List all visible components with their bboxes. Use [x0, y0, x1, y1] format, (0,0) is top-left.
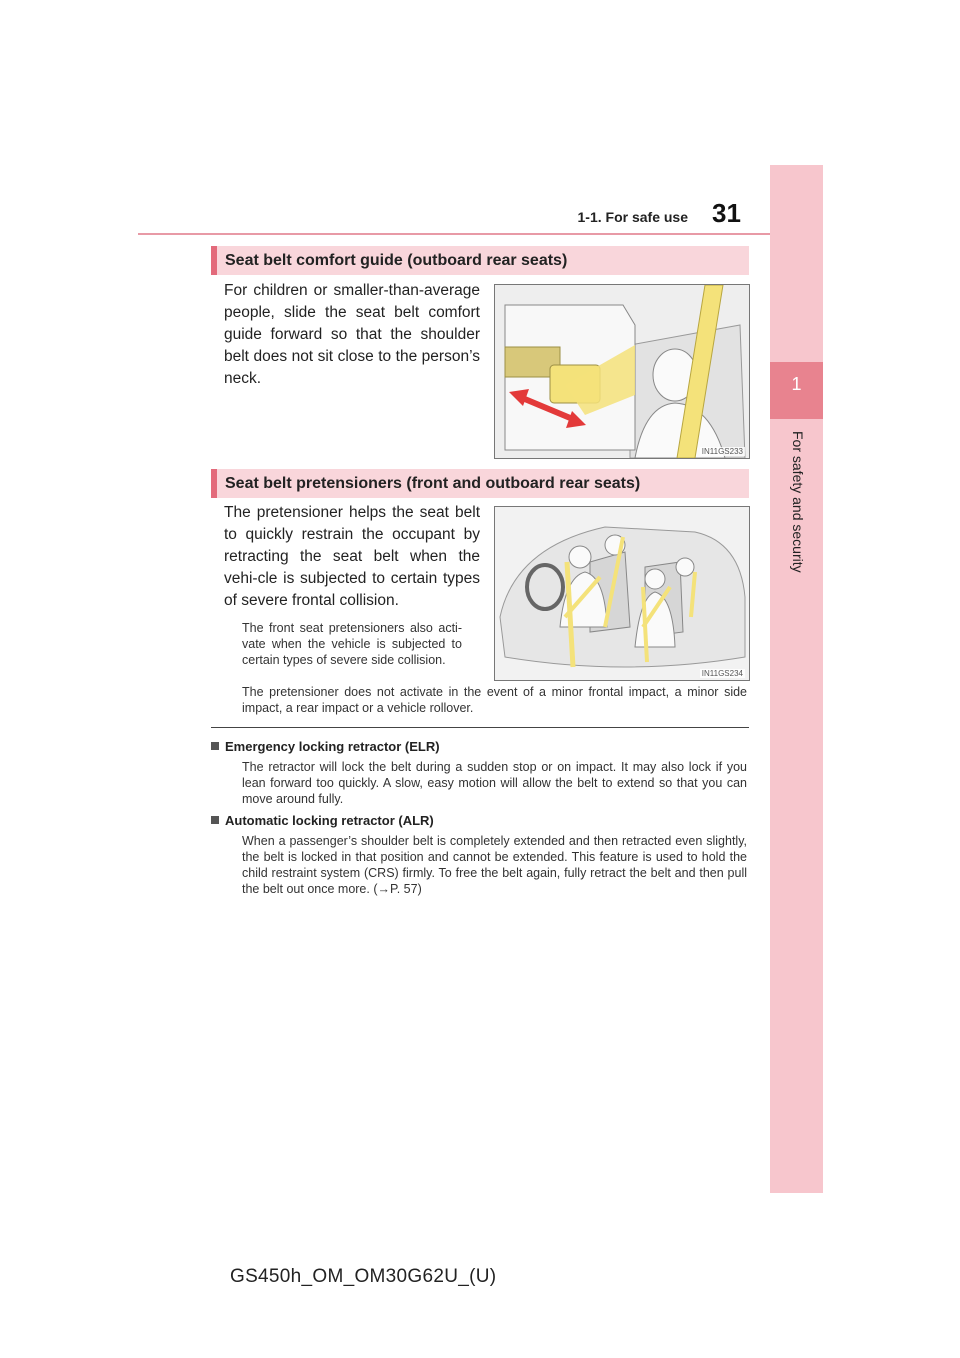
pretensioners-text: The pretensioner helps the seat belt to quickly restrain the occupant by retracting the seat belt when the vehi-cle is subjected to certain types of severe frontal collision. — [224, 504, 480, 609]
header-rule — [138, 233, 822, 235]
square-bullet-icon — [211, 816, 219, 824]
footer-model-code: GS450h_OM_OM30G62U_(U) — [230, 1266, 497, 1287]
pretensioners-heading: Seat belt pretensioners (front and outboard rear seats) — [211, 469, 749, 498]
figure-id: IN11GS233 — [701, 447, 743, 456]
pretensioners-illustration — [494, 506, 750, 681]
pretensioners-side-note: The front seat pretensioners also acti-vate when the vehicle is subjected to certain types of severe side collision. — [242, 621, 462, 667]
section-divider — [211, 727, 749, 728]
chapter-title: For safety and security — [790, 431, 806, 573]
figure-id: IN11GS234 — [701, 669, 743, 678]
comfort-guide-text: For children or smaller-than-average people, slide the seat belt comfort guide forward so that the shoulder belt does not sit close to the person’s neck. — [224, 282, 480, 387]
comfort-guide-illustration — [494, 284, 750, 459]
elr-heading — [211, 739, 440, 754]
elr-text: The retractor will lock the belt during a sudden stop or on impact. It may also lock if you lean forward too quickly. A slow, easy motion will allow the belt to extend so that you can move around fully. — [242, 760, 747, 806]
square-bullet-icon — [211, 742, 219, 750]
chapter-side-tab — [770, 165, 823, 1193]
page-number: 31 — [712, 198, 741, 228]
elr-heading-text: Emergency locking retractor (ELR) — [225, 739, 440, 754]
running-header-section: 1-1. For safe use — [577, 209, 688, 225]
chapter-number: 1 — [791, 374, 802, 394]
alr-heading — [211, 813, 434, 828]
alr-text: When a passenger’s shoulder belt is completely extended and then retracted even slightly, the belt is locked in that position and cannot be extended. This feature is used to hold the child restraint system (CRS) firmly. To free the belt again, fully retract the belt and then pull the belt out once more. (→P. 57) — [242, 834, 747, 896]
alr-heading-text: Automatic locking retractor (ALR) — [225, 813, 434, 828]
comfort-guide-heading: Seat belt comfort guide (outboard rear seats) — [211, 246, 749, 275]
pretensioners-minor-note: The pretensioner does not activate in the event of a minor frontal impact, a minor side impact, a rear impact or a vehicle rollover. — [242, 685, 747, 715]
